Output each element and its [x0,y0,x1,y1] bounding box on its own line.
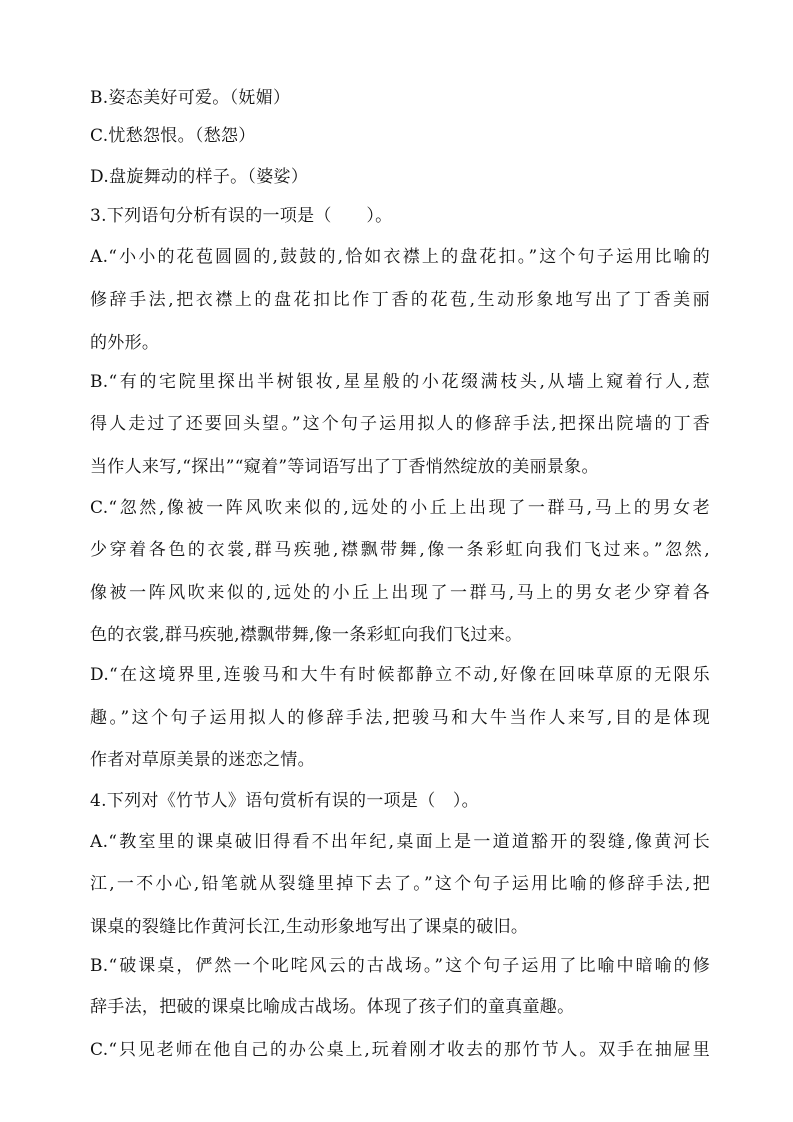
q3-option-d-line-1: D.“在这境界里,连骏马和大牛有时候都静立不动,好像在回味草原的无限乐 [90,665,710,685]
q3-option-b-line-1: B.“有的宅院里探出半树银妆,星星般的小花缀满枝头,从墙上窥着行人,惹 [90,372,710,392]
q3-option-d-line-3: 作者对草原美景的迷恋之情。 [90,750,315,770]
question-4-line: 4.下列对《竹节人》语句赏析有误的一项是（ ）。 [90,791,479,811]
q3-option-a-line-2: 修辞手法,把衣襟上的盘花扣比作丁香的花苞,生动形象地写出了丁香美丽 [90,290,710,310]
q4-option-a-line-2: 江,一不小心,铅笔就从裂缝里掉下去了。”这个句子运用比喻的修辞手法,把 [90,874,710,894]
q3-option-c-line-3: 像被一阵风吹来似的,远处的小丘上出现了一群马,马上的男女老少穿着各 [90,583,710,603]
q3-option-b-line-3: 当作人来写,“探出”“窥着”等词语写出了丁香悄然绽放的美丽景象。 [90,457,599,477]
option-c-line: C.忧愁怨恨。（愁怨） [90,126,256,146]
q4-option-a-line-3: 课桌的裂缝比作黄河长江,生动形象地写出了课桌的破旧。 [90,917,529,937]
q4-option-a-line-1: A.“教室里的课桌破旧得看不出年纪,桌面上是一道道豁开的裂缝,像黄河长 [90,832,710,852]
q3-option-d-line-2: 趣。”这个句子运用拟人的修辞手法,把骏马和大牛当作人来写,目的是体现 [90,708,710,728]
q3-option-c-line-2: 少穿着各色的衣裳,群马疾驰,襟飘带舞,像一条彩虹向我们飞过来。”忽然, [90,540,710,560]
q4-option-b-line-2: 辞手法，把破的课桌比喻成古战场。体现了孩子们的童真童趣。 [90,997,575,1017]
q4-option-b-line-1: B.“破课桌，俨然一个叱咤风云的古战场。”这个句子运用了比喻中暗喻的修 [90,956,710,976]
option-d-line: D.盘旋舞动的样子。（婆娑） [90,167,309,187]
q3-option-a-line-1: A.“小小的花苞圆圆的,鼓鼓的,恰如衣襟上的盘花扣。”这个句子运用比喻的 [90,247,710,267]
question-3-line: 3.下列语句分析有误的一项是（ ）。 [90,206,393,226]
q3-option-a-line-3: 的外形。 [90,333,160,353]
q3-option-c-line-1: C.“忽然,像被一阵风吹来似的,远处的小丘上出现了一群马,马上的男女老 [90,498,710,518]
q4-option-c-line-1: C.“只见老师在他自己的办公桌上,玩着刚才收去的那竹节人。双手在抽屉里 [90,1040,710,1060]
q3-option-c-line-4: 色的衣裳,群马疾驰,襟飘带舞,像一条彩虹向我们飞过来。 [90,625,523,645]
option-b-line: B.姿态美好可爱。（妩媚） [90,88,291,108]
q3-option-b-line-2: 得人走过了还要回头望。”这个句子运用拟人的修辞手法,把探出院墙的丁香 [90,414,710,434]
